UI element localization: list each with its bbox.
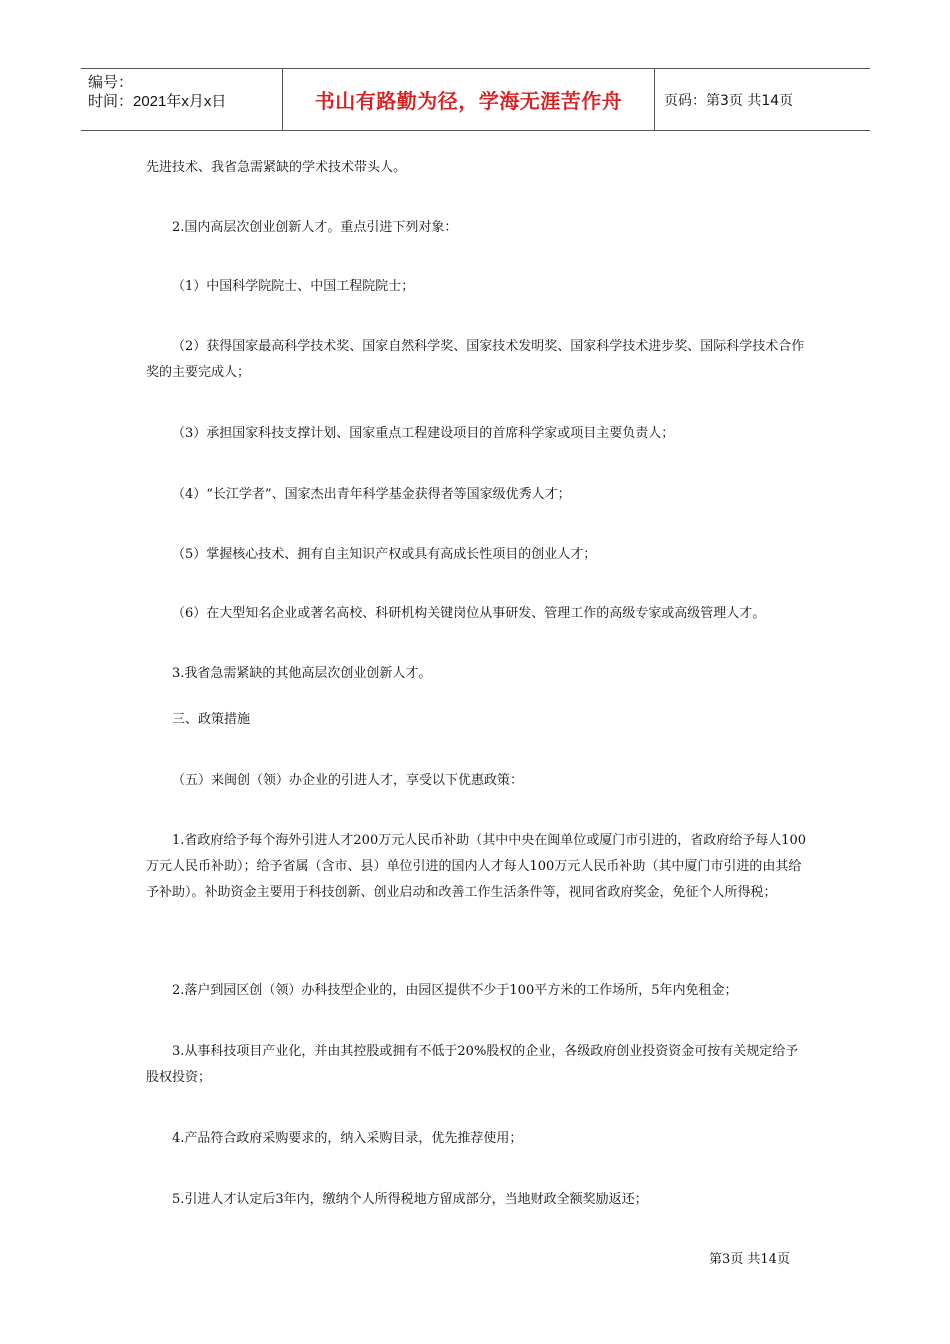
paragraph: 3.从事科技项目产业化，并由其控股或拥有不低于20%股权的企业，各级政府创业投资资金可按有关规定给予股权投资；	[146, 1044, 799, 1085]
header-motto: 书山有路勤为径，学海无涯苦作舟	[314, 89, 623, 113]
paragraph: （5）掌握核心技术、拥有自主知识产权或具有高成长性项目的创业人才；	[172, 547, 597, 562]
paragraph: 2.落户到园区创（领）办科技型企业的，由园区提供不少于100平方米的工作场所，5年内免租金；	[172, 983, 738, 998]
document-date: 时间：2021年x月x日	[88, 93, 227, 110]
page-footer: 第3页 共14页	[709, 1252, 790, 1267]
page-header	[81, 68, 870, 131]
paragraph: （1）中国科学院院士、中国工程院院士；	[172, 279, 415, 294]
paragraph: （4）“长江学者”、国家杰出青年科学基金获得者等国家级优秀人才；	[172, 487, 571, 502]
paragraph: （2）获得国家最高科学技术奖、国家自然科学奖、国家技术发明奖、国家科学技术进步奖、国际科学技术合作奖的主要完成人；	[146, 339, 805, 380]
paragraph: 3.我省急需紧缺的其他高层次创业创新人才。	[172, 666, 432, 681]
section-heading: 三、政策措施	[172, 712, 251, 727]
document-number-label: 编号：	[88, 74, 134, 91]
header-meta	[81, 69, 282, 130]
paragraph: 5.引进人才认定后3年内，缴纳个人所得税地方留成部分，当地财政全额奖励返还；	[172, 1192, 648, 1207]
paragraph: （五）来闽创（领）办企业的引进人才，享受以下优惠政策：	[172, 773, 524, 788]
paragraph: 4.产品符合政府采购要求的，纳入采购目录，优先推荐使用；	[172, 1131, 523, 1146]
paragraph: （6）在大型知名企业或著名高校、科研机构关键岗位从事研发、管理工作的高级专家或高级管理人才。	[172, 606, 766, 621]
header-page-info: 页码：第3页 共14页	[664, 92, 794, 109]
paragraph: （3）承担国家科技支撑计划、国家重点工程建设项目的首席科学家或项目主要负责人；	[172, 426, 675, 441]
paragraph: 2.国内高层次创业创新人才。重点引进下列对象：	[172, 220, 458, 235]
paragraph: 先进技术、我省急需紧缺的学术技术带头人。	[146, 160, 407, 175]
header-motto-cell	[282, 69, 655, 130]
paragraph: 1.省政府给予每个海外引进人才200万元人民币补助（其中中央在闽单位或厦门市引进的，省政府给予每人100万元人民币补助）；给予省属（含市、县）单位引进的国内人才每人100万元人民币补助（其中厦门市引进的由其给予补助）。补助资金主要用于科技创新、创业启动和改善工作生活条件等，视同省政府奖金，免征个人所得税；	[146, 833, 807, 900]
